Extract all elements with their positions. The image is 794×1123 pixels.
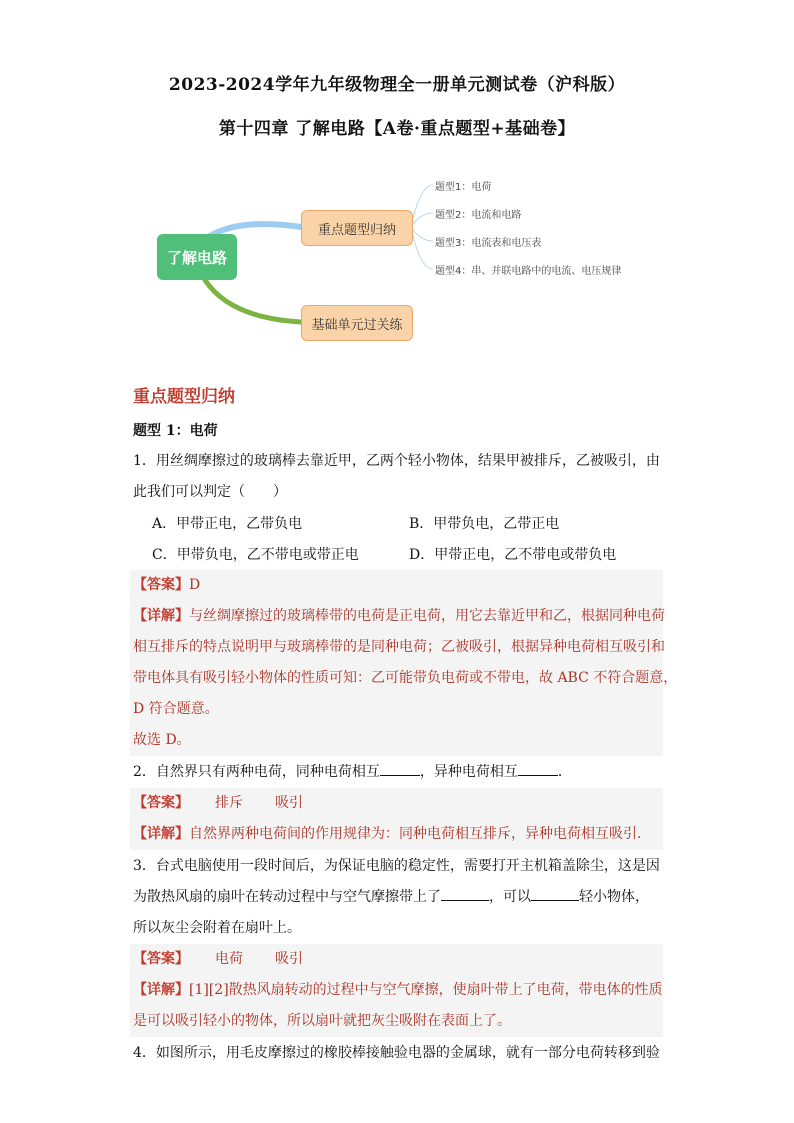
q2-stem-part2: ，异种电荷相互 xyxy=(419,764,518,780)
q3-answer-2: 吸引 xyxy=(275,951,303,967)
link-root-basic xyxy=(205,280,301,322)
q3-detail-line1 xyxy=(133,975,663,1006)
q1-option-c: C．甲带负电，乙不带电或带正电 xyxy=(152,547,359,563)
link-leaf-4 xyxy=(411,227,433,269)
q2-stem-part3: ． xyxy=(557,764,572,780)
q3-detail-text1: [1][2]散热风扇转动的过程中与空气摩擦，使扇叶带上了电荷，带电体的性质 xyxy=(189,982,663,998)
answer-label: 【答案】 xyxy=(133,577,189,593)
q2-answer-1: 排斥 xyxy=(215,795,243,811)
detail-label: 【详解】 xyxy=(133,982,189,998)
q3-detail-line2: 是可以吸引轻小的物体，所以扇叶就把灰尘吸附在表面上了。 xyxy=(133,1013,511,1029)
mind-map-leaf-2: 题型2：电流和电路 xyxy=(435,210,522,221)
answer-label: 【答案】 xyxy=(133,795,189,811)
q1-answer-line xyxy=(133,570,663,601)
q1-option-a: A．甲带正电，乙带负电 xyxy=(152,516,303,532)
q1-detail-line1 xyxy=(133,601,663,632)
detail-label: 【详解】 xyxy=(133,826,189,842)
answer-label: 【答案】 xyxy=(133,951,189,967)
question-type-heading: 题型 1：电荷 xyxy=(133,423,218,439)
q3-answer-block xyxy=(130,944,663,1037)
mind-map-leaf-4: 题型4：串、并联电路中的电流、电压规律 xyxy=(435,266,622,277)
q2-blank-2 xyxy=(518,761,558,776)
q1-detail-line3: 带电体具有吸引轻小物体的性质可知：乙可能带负电荷或不带电，故 ABC 不符合题意， xyxy=(133,670,678,686)
document-subtitle: 第十四章 了解电路【A卷·重点题型+基础卷】 xyxy=(218,119,576,139)
q1-option-b: B．甲带负电，乙带正电 xyxy=(409,516,560,532)
q3-blank-1 xyxy=(441,886,489,901)
q3-stem-line3: 所以灰尘会附着在扇叶上。 xyxy=(133,920,301,936)
q1-answer: D xyxy=(189,577,201,593)
q1-option-d: D．甲带正电，乙不带电或带负电 xyxy=(409,547,617,563)
q1-answer-block xyxy=(130,570,678,756)
mind-map-leaf-1: 题型1：电荷 xyxy=(435,182,492,193)
q1-conclusion: 故选 D。 xyxy=(133,732,191,748)
q2-answer-block xyxy=(130,788,663,850)
q1-detail-line2: 相互排斥的特点说明甲与玻璃棒带的是同种电荷；乙被吸引，根据异种电荷相互吸引和 xyxy=(133,639,665,655)
q3-stem-part1: 为散热风扇的扇叶在转动过程中与空气摩擦带上了 xyxy=(133,889,441,905)
detail-label: 【详解】 xyxy=(133,608,189,624)
q3-stem-line1: 3．台式电脑使用一段时间后，为保证电脑的稳定性，需要打开主机箱盖除尘，这是因 xyxy=(133,858,660,874)
q2-detail-text: 自然界两种电荷间的作用规律为：同种电荷相互排斥，异种电荷相互吸引. xyxy=(189,826,642,842)
q3-answer-line xyxy=(133,944,663,975)
q2-answer-2: 吸引 xyxy=(275,795,303,811)
q1-detail-text1: 与丝绸摩擦过的玻璃棒带的电荷是正电荷，用它去靠近甲和乙，根据同种电荷 xyxy=(189,608,665,624)
q3-stem-line2 xyxy=(133,882,663,913)
q2-answer-line xyxy=(133,788,663,819)
mind-map xyxy=(150,168,650,348)
q3-stem-part3: 轻小物体， xyxy=(579,889,649,905)
q1-stem-line2: 此我们可以判定（ ） xyxy=(133,484,287,500)
q2-blank-1 xyxy=(380,761,420,776)
section-heading: 重点题型归纳 xyxy=(133,387,235,407)
document-title: 2023-2024学年九年级物理全一册单元测试卷（沪科版） xyxy=(168,75,626,95)
q1-detail-line4: D 符合题意。 xyxy=(133,701,219,717)
q2-stem-part1: 2．自然界只有两种电荷，同种电荷相互 xyxy=(133,764,380,780)
q1-stem-line1: 1．用丝绸摩擦过的玻璃棒去靠近甲，乙两个轻小物体，结果甲被排斥，乙被吸引，由 xyxy=(133,453,660,469)
link-leaf-1 xyxy=(411,185,433,227)
mind-map-branch-basic: 基础单元过关练 xyxy=(301,305,413,341)
q4-stem-line1: 4．如图所示，用毛皮摩擦过的橡胶棒接触验电器的金属球，就有一部分电荷转移到验 xyxy=(133,1045,660,1061)
q3-answer-1: 电荷 xyxy=(215,951,243,967)
mind-map-root: 了解电路 xyxy=(157,234,237,280)
q2-stem xyxy=(133,757,663,788)
q2-detail-line xyxy=(133,819,663,850)
mind-map-leaf-3: 题型3：电流表和电压表 xyxy=(435,238,542,249)
mind-map-branch-key-types: 重点题型归纳 xyxy=(301,210,413,246)
q3-stem-part2: ，可以 xyxy=(489,889,531,905)
q3-blank-2 xyxy=(531,886,579,901)
